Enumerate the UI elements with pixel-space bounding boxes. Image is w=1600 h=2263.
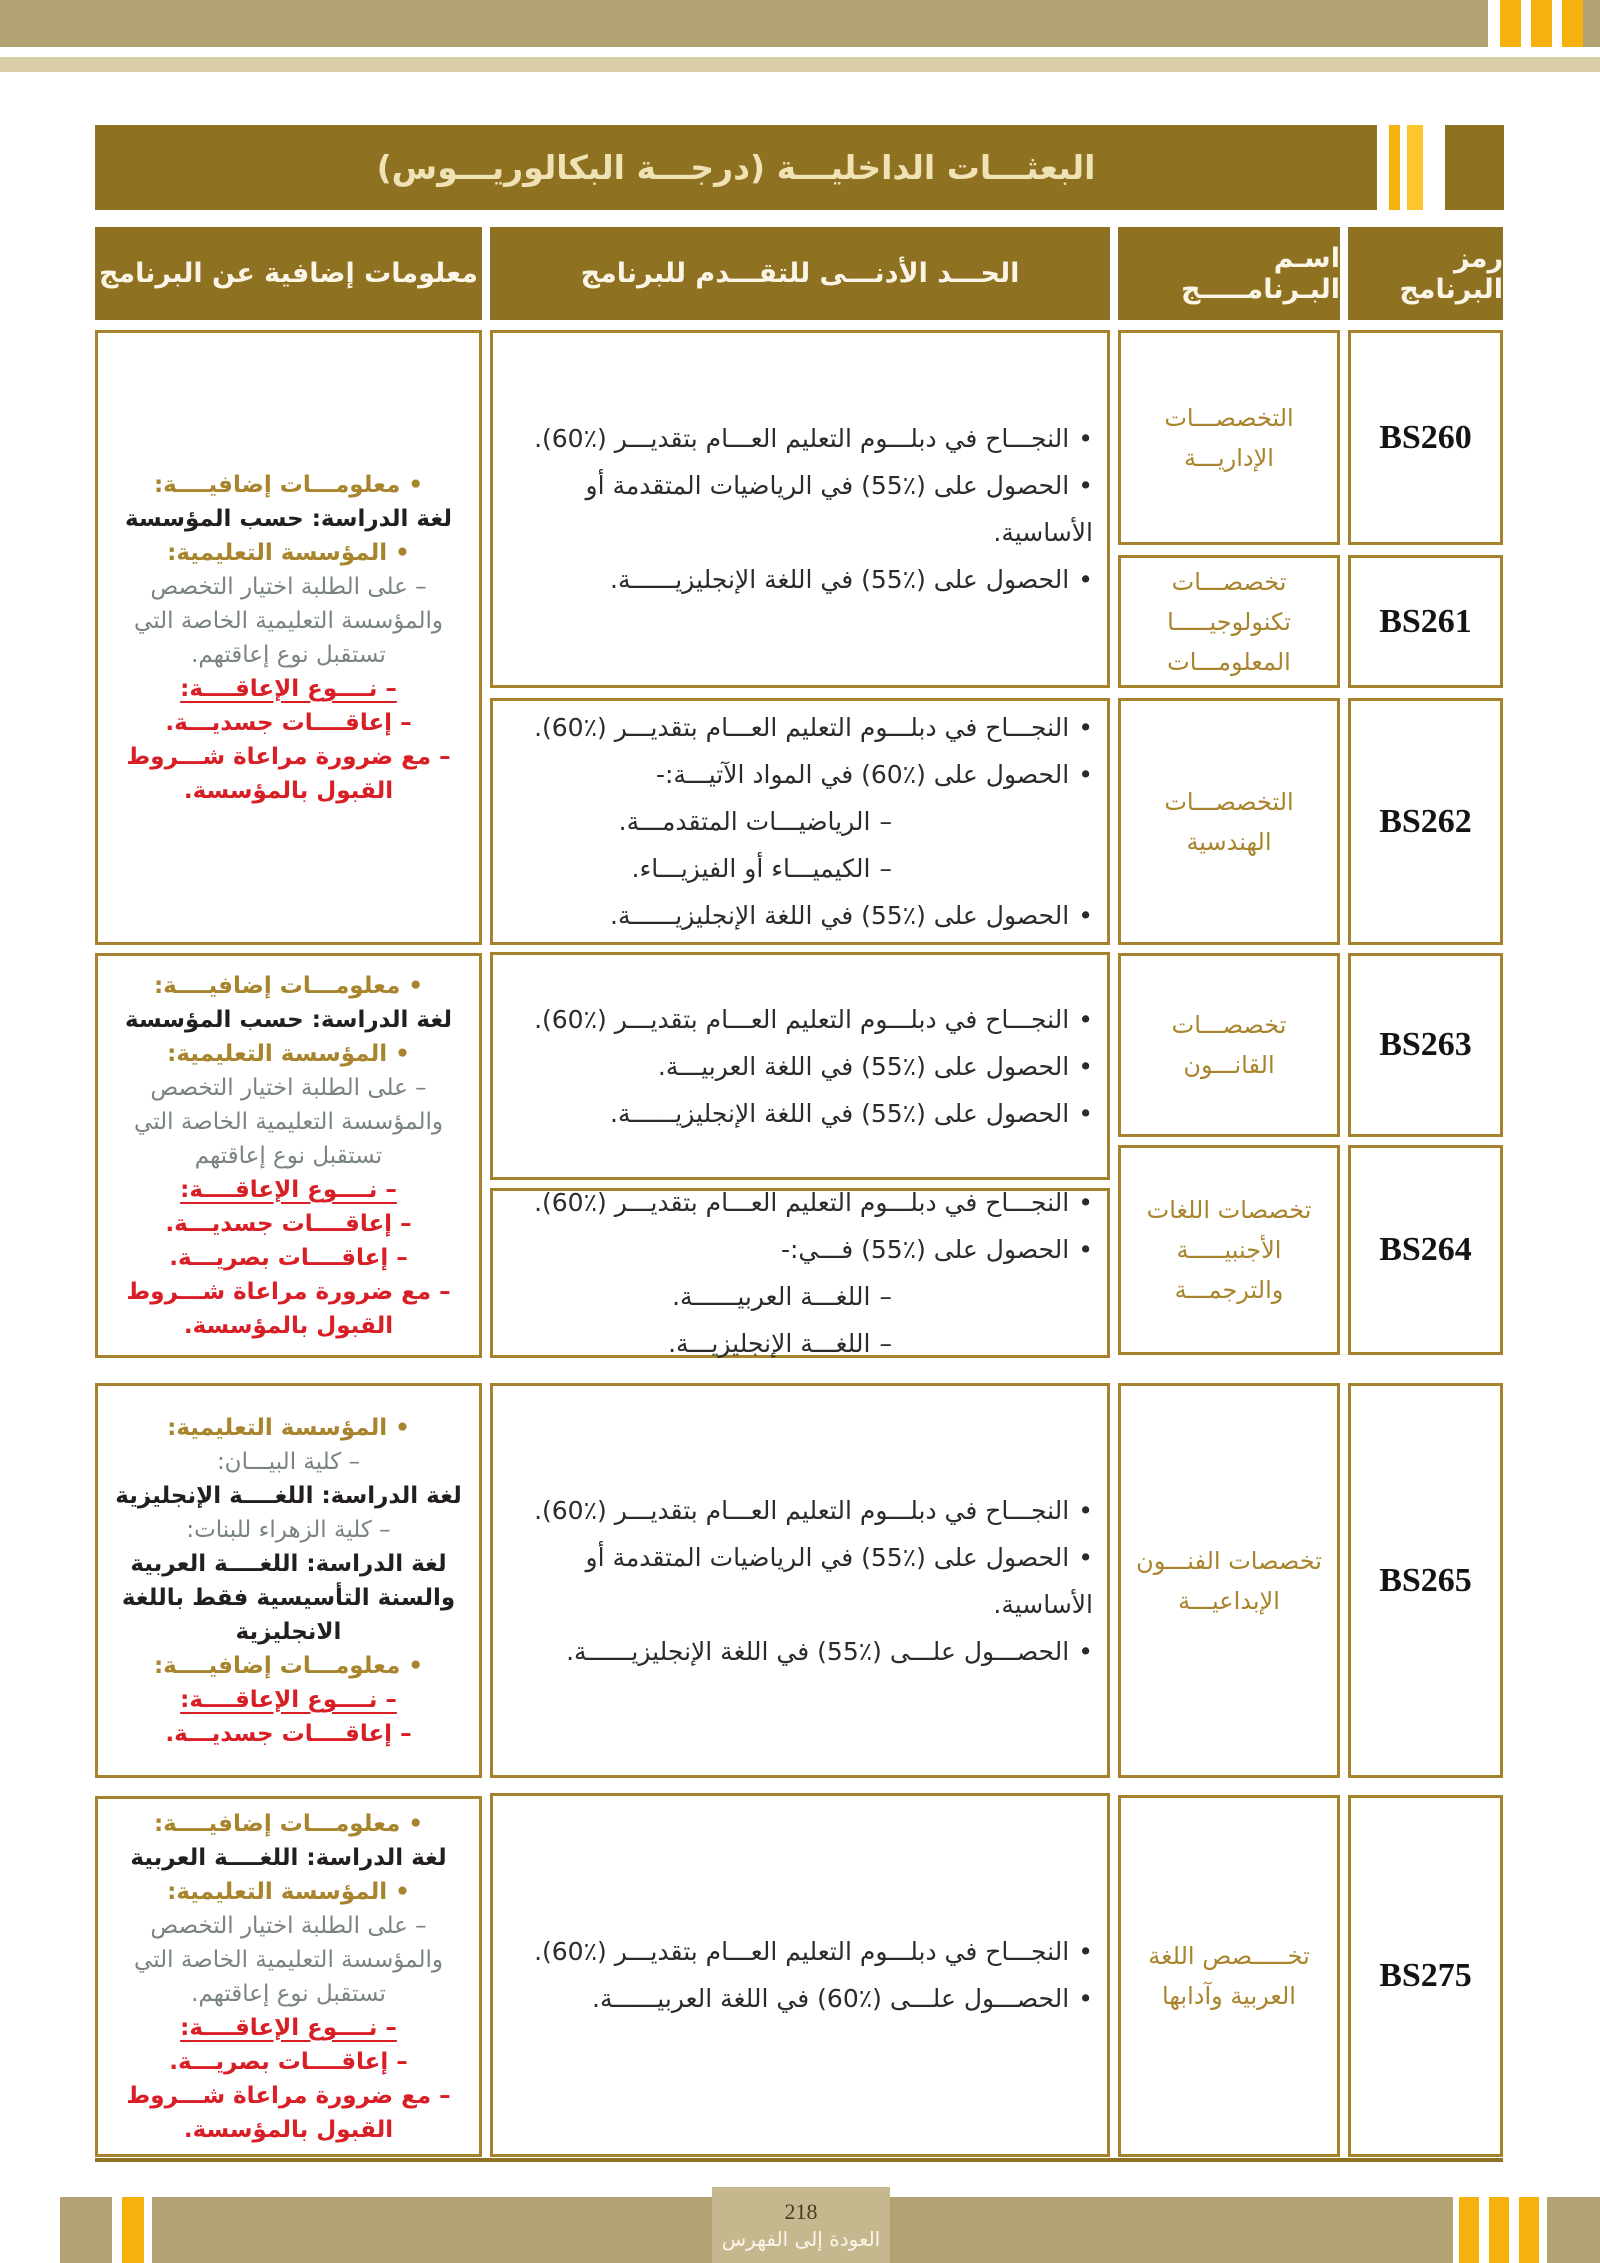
info-line <box>98 2045 479 2079</box>
info-text: لغة الدراسة: اللغــــة العربية والسنة التأسيسية فقط باللغة الانجليزية <box>121 1550 456 1645</box>
program-name: التخصصـــات الهندسية <box>1164 787 1294 856</box>
info-text: • المؤسسة التعليمية: <box>167 1878 410 1905</box>
program-name-cell <box>1118 698 1340 945</box>
list-marker: • <box>1078 1235 1093 1264</box>
requirement-line <box>493 1226 1107 1273</box>
list-marker: • <box>1078 901 1093 930</box>
header-program-code: رمز البرنامج <box>1348 227 1503 320</box>
program-code-cell <box>1348 1383 1503 1778</box>
info-text: – إعاقــــات جسديـــة. <box>165 1210 412 1237</box>
info-line <box>98 1241 479 1275</box>
list-marker: • <box>1078 1636 1093 1666</box>
top-gold-stripe <box>1531 0 1552 47</box>
list-marker: • <box>1078 1937 1093 1966</box>
program-code: BS265 <box>1379 1561 1472 1599</box>
requirement-text: الحصول على (٪55) في اللغة الإنجليزيــــــة. <box>610 1098 1070 1128</box>
list-marker: • <box>1078 1495 1093 1525</box>
info-line <box>98 1649 479 1683</box>
list-marker: • <box>1078 713 1093 742</box>
column-requirements <box>490 330 1110 2157</box>
requirement-line <box>493 1975 1107 2022</box>
info-text: • معلومـــات إضافيــــة: <box>153 471 424 498</box>
info-line <box>98 1547 479 1649</box>
requirement-line <box>493 996 1107 1043</box>
footer-gold-stripe <box>1459 2197 1479 2263</box>
program-name-cell <box>1118 1795 1340 2157</box>
requirement-line <box>493 415 1107 462</box>
requirement-line <box>493 751 1107 798</box>
info-text: – كلية الزهراء للبنات: <box>186 1516 391 1543</box>
requirement-text: النجـــاح في دبلـــوم التعليم العـــام بتقديـــر (٪60). <box>534 1188 1070 1217</box>
requirement-text: النجـــاح في دبلـــوم التعليم العـــام بتقديـــر (٪60). <box>534 424 1070 453</box>
info-text: • المؤسسة التعليمية: <box>167 1414 410 1441</box>
requirement-line <box>493 798 1107 845</box>
program-code: BS263 <box>1379 1026 1472 1063</box>
info-text: – إعاقــــات جسديـــة. <box>165 1720 412 1747</box>
requirement-text: الحصول على (٪55) في اللغة العربيـــة. <box>657 1051 1070 1081</box>
back-to-index-link[interactable]: العودة إلى الفهرس <box>721 2227 881 2251</box>
title-end-block <box>1445 125 1504 210</box>
top-gold-stripe <box>1500 0 1521 47</box>
top-band-gap <box>1521 0 1531 47</box>
info-line <box>98 969 479 1003</box>
scholarships-table <box>95 330 1503 2157</box>
info-text: – نــــوع الإعاقــــة: <box>180 675 397 702</box>
info-line <box>98 1445 479 1479</box>
info-text: لغة الدراسة: اللغــــة الإنجليزية <box>115 1482 462 1509</box>
requirement-line <box>493 892 1107 939</box>
requirement-text: النجـــاح في دبلـــوم التعليم العـــام بتقديـــر (٪60). <box>534 713 1070 742</box>
requirement-line <box>493 556 1107 603</box>
requirements-cell <box>490 330 1110 688</box>
program-name: التخصصـــات الإداريـــة <box>1164 403 1294 472</box>
title-gold-stripe <box>1407 125 1423 210</box>
info-text: – كلية البيـــان: <box>216 1448 361 1475</box>
info-line <box>98 2011 479 2045</box>
info-line <box>98 740 479 808</box>
requirement-text: اللغـــة العربيــــــة. <box>672 1282 871 1311</box>
info-text: – على الطلبة اختيار التخصص والمؤسسة التعليمية الخاصة التي تستقبل نوع إعاقتهم. <box>134 1912 443 2007</box>
requirement-text: الحصول على (٪55) في اللغة الإنجليزيــــــة. <box>610 565 1070 594</box>
program-name-cell <box>1118 330 1340 545</box>
list-marker: – <box>879 1282 892 1311</box>
program-code-cell <box>1348 698 1503 945</box>
program-name: تخصصات الفنـــون الإبداعيـــة <box>1136 1546 1322 1615</box>
info-text: – نــــوع الإعاقــــة: <box>180 1686 397 1713</box>
info-text: • معلومـــات إضافيــــة: <box>153 1810 424 1837</box>
list-marker: • <box>1078 1004 1093 1034</box>
info-text: لغة الدراسة: حسب المؤسسة <box>125 505 452 532</box>
info-text: • المؤسسة التعليمية: <box>167 1040 410 1067</box>
additional-info-cell <box>95 1383 482 1778</box>
top-band-gap <box>1488 0 1500 47</box>
additional-info-cell <box>95 1796 482 2157</box>
program-code: BS260 <box>1379 418 1472 456</box>
info-line <box>98 1275 479 1343</box>
info-text: – نــــوع الإعاقــــة: <box>180 1176 397 1203</box>
info-line <box>98 1807 479 1841</box>
list-marker: • <box>1078 1984 1093 2013</box>
header-program-name: اسـم البـرنامـــــج <box>1118 227 1340 320</box>
top-thin-band <box>0 57 1600 72</box>
info-line <box>98 536 479 570</box>
info-line <box>98 468 479 502</box>
additional-info-cell <box>95 330 482 945</box>
list-marker: – <box>879 854 892 883</box>
requirement-text: النجـــاح في دبلـــوم التعليم العـــام بتقديـــر (٪60). <box>534 1937 1070 1966</box>
requirements-cell <box>490 952 1110 1180</box>
info-text: – إعاقــــات بصريـــة. <box>169 1244 408 1271</box>
program-code: BS262 <box>1379 802 1472 840</box>
info-text: – مع ضرورة مراعاة شـــروط القبول بالمؤسسة. <box>126 1278 451 1339</box>
info-text: – إعاقــــات بصريـــة. <box>169 2048 408 2075</box>
info-text: لغة الدراسة: حسب المؤسسة <box>125 1006 452 1033</box>
info-line <box>98 672 479 706</box>
header-additional-info: معلومات إضافية عن البرنامج <box>95 227 482 320</box>
requirement-text: الحصول على (٪55) في الرياضيات المتقدمة أو الأساسية. <box>585 1542 1093 1619</box>
footer-band-segment <box>1547 2197 1600 2263</box>
requirements-cell <box>490 1383 1110 1778</box>
top-band <box>0 0 1600 47</box>
list-marker: – <box>879 807 892 836</box>
list-marker: • <box>1078 1188 1093 1217</box>
list-marker: • <box>1078 565 1093 594</box>
top-gold-stripe <box>1562 0 1583 47</box>
requirement-text: الحصـــول علـــى (٪60) في اللغة العربيــــــة. <box>592 1984 1070 2013</box>
info-text: • معلومـــات إضافيــــة: <box>153 972 424 999</box>
program-name: تخصصـــات تكنولوجيـــــا المعلومـــات <box>1167 567 1291 676</box>
program-code-cell <box>1348 330 1503 545</box>
program-name: تخصصات اللغات الأجنبيـــــة والترجمـــة <box>1146 1196 1312 1304</box>
requirement-text: اللغـــة الإنجليزيـــة. <box>668 1329 871 1358</box>
info-line <box>98 1909 479 2011</box>
list-marker: • <box>1078 760 1093 789</box>
requirement-text: الحصـــول علـــى (٪55) في اللغة الإنجليزيــــــة. <box>566 1636 1070 1666</box>
info-line <box>98 1207 479 1241</box>
program-code: BS275 <box>1379 1957 1472 1994</box>
footer-tab <box>712 2187 890 2263</box>
requirement-line <box>493 1043 1107 1090</box>
requirement-text: النجـــاح في دبلـــوم التعليم العـــام بتقديـــر (٪60). <box>534 1495 1070 1525</box>
requirement-text: الحصول على (٪55) فـــي:- <box>780 1235 1070 1264</box>
requirement-line <box>493 704 1107 751</box>
list-marker: • <box>1078 424 1093 453</box>
info-text: • معلومـــات إضافيــــة: <box>153 1652 424 1679</box>
info-text: – مع ضرورة مراعاة شـــروط القبول بالمؤسسة. <box>126 743 451 804</box>
info-line <box>98 1479 479 1513</box>
program-name: تخـــــصص اللغة العربية وآدابها <box>1148 1942 1310 2010</box>
requirement-line <box>493 845 1107 892</box>
list-marker: • <box>1078 1051 1093 1081</box>
additional-info-cell <box>95 953 482 1358</box>
page-title-bar <box>95 125 1377 210</box>
requirement-line <box>493 1628 1107 1675</box>
requirement-line <box>493 1273 1107 1320</box>
list-marker: • <box>1078 1098 1093 1128</box>
info-line <box>98 706 479 740</box>
column-additional-info <box>95 330 482 2157</box>
info-line <box>98 1173 479 1207</box>
info-line <box>98 570 479 672</box>
requirements-cell <box>490 1793 1110 2157</box>
requirement-line <box>493 1320 1107 1367</box>
requirement-line <box>493 1534 1107 1628</box>
page-title: البعثـــات الداخليـــة (درجـــة البكالوريـــوس) <box>376 148 1096 187</box>
title-gold-stripe <box>1389 125 1400 210</box>
info-line <box>98 1717 479 1751</box>
info-line <box>98 1513 479 1547</box>
requirement-text: الحصول على (٪55) في الرياضيات المتقدمة أو الأساسية. <box>585 471 1093 547</box>
info-line <box>98 2079 479 2147</box>
requirement-text: الحصول على (٪55) في اللغة الإنجليزيــــــة. <box>610 901 1070 930</box>
requirement-line <box>493 1928 1107 1975</box>
requirement-line <box>493 462 1107 556</box>
requirement-text: الرياضيـــات المتقدمـــة. <box>618 807 871 836</box>
requirements-cell <box>490 698 1110 945</box>
info-line <box>98 1071 479 1173</box>
column-program-name <box>1118 330 1340 2157</box>
column-program-code <box>1348 330 1503 2157</box>
footer-gold-stripe <box>1519 2197 1539 2263</box>
requirement-line <box>493 1487 1107 1534</box>
list-marker: • <box>1078 471 1093 500</box>
requirement-text: الكيميـــاء أو الفيزيـــاء. <box>631 854 871 883</box>
info-text: – إعاقــــات جسديـــة. <box>165 709 412 736</box>
info-text: – على الطلبة اختيار التخصص والمؤسسة التعليمية الخاصة التي تستقبل نوع إعاقتهم. <box>134 573 443 668</box>
footer-rule <box>95 2158 1503 2162</box>
program-code-cell <box>1348 1145 1503 1355</box>
program-name-cell <box>1118 1383 1340 1778</box>
program-name: تخصصـــات القانـــون <box>1171 1011 1287 1079</box>
program-name-cell <box>1118 1145 1340 1355</box>
program-code: BS261 <box>1379 602 1472 640</box>
program-code: BS264 <box>1379 1231 1472 1268</box>
info-text: – مع ضرورة مراعاة شـــروط القبول بالمؤسسة. <box>126 2082 451 2143</box>
page-number: 218 <box>784 2199 818 2224</box>
info-text: – على الطلبة اختيار التخصص والمؤسسة التعليمية الخاصة التي تستقبل نوع إعاقتهم <box>134 1074 443 1169</box>
footer-gold-stripe <box>122 2197 144 2263</box>
info-line <box>98 1683 479 1717</box>
info-text: لغة الدراسة: اللغــــة العربية <box>130 1844 447 1871</box>
info-line <box>98 1037 479 1071</box>
info-line <box>98 502 479 536</box>
info-line <box>98 1003 479 1037</box>
program-name-cell <box>1118 555 1340 688</box>
program-code-cell <box>1348 1795 1503 2157</box>
program-code-cell <box>1348 953 1503 1137</box>
top-band-gap <box>1552 0 1562 47</box>
info-line <box>98 1875 479 1909</box>
requirement-text: الحصول على (٪60) في المواد الآتيـــة:- <box>655 760 1070 789</box>
footer-band-segment <box>60 2197 112 2263</box>
info-line <box>98 1411 479 1445</box>
info-line <box>98 1841 479 1875</box>
requirement-text: النجـــاح في دبلـــوم التعليم العـــام بتقديـــر (٪60). <box>534 1004 1070 1034</box>
footer-gold-stripe <box>1489 2197 1509 2263</box>
list-marker: – <box>879 1329 892 1358</box>
list-marker: • <box>1078 1542 1093 1572</box>
info-text: – نــــوع الإعاقــــة: <box>180 2014 397 2041</box>
program-code-cell <box>1348 555 1503 688</box>
requirements-cell <box>490 1188 1110 1358</box>
requirement-line <box>493 1179 1107 1226</box>
info-text: • المؤسسة التعليمية: <box>167 539 410 566</box>
header-minimum-requirements: الحـــد الأدنـــى للتقـــدم للبرنامج <box>490 227 1110 320</box>
requirement-line <box>493 1090 1107 1137</box>
program-name-cell <box>1118 953 1340 1137</box>
